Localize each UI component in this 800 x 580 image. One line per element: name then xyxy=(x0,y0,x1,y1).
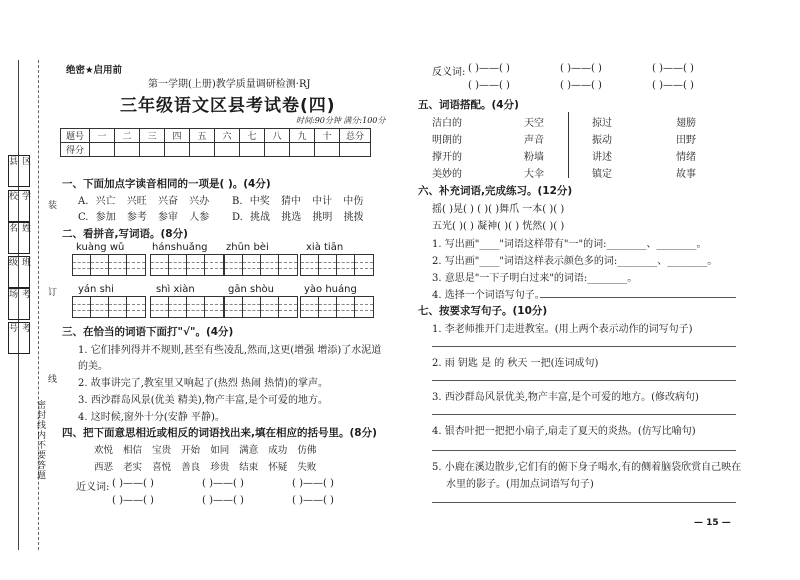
score-header-cell: 一 xyxy=(90,129,115,143)
match-left-word[interactable]: 掠过 xyxy=(592,118,612,129)
q3-item-3: 3. 西沙群岛风景(优美 精美),物产丰富,是个可爱的地方。 xyxy=(78,395,329,406)
option-word: 中伤 xyxy=(343,196,364,207)
q3-item-4: 4. 这时候,窗外十分(安静 平静)。 xyxy=(78,412,225,423)
word: 仿佛 xyxy=(297,445,317,456)
page-number: — 15 — xyxy=(694,518,731,528)
q7-item-5: 5. 小鹿在溪边散步,它们有的俯下身子喝水,有的侧着脑袋欣赏自己映在 xyxy=(432,462,742,473)
option-word: 挑选 xyxy=(281,212,302,223)
q2-heading: 二、看拼音,写词语。(8分) xyxy=(62,228,188,240)
antonym-pair[interactable]: ( )——( ) xyxy=(652,63,694,74)
q1-option-c[interactable] xyxy=(78,208,209,223)
pinyin: yán shi xyxy=(78,284,114,295)
word: 欢悦 xyxy=(94,445,114,456)
score-header-cell: 四 xyxy=(165,129,190,143)
pinyin: gān shòu xyxy=(228,284,274,295)
field-exam-room[interactable]: 考 场 xyxy=(8,288,30,320)
match-right-word[interactable]: 天空 xyxy=(524,118,544,129)
score-cell[interactable] xyxy=(115,143,140,157)
writing-grid[interactable] xyxy=(72,254,146,276)
option-word: 中奖 xyxy=(249,196,270,207)
synonym-label: 近义词: xyxy=(76,482,110,493)
word: 善良 xyxy=(181,462,201,473)
writing-grid[interactable] xyxy=(224,296,298,318)
option-letter: C. xyxy=(78,212,89,223)
field-class[interactable]: 班 级 xyxy=(8,256,30,288)
pinyin: xià tiān xyxy=(306,242,344,253)
field-school[interactable]: 学 校 xyxy=(8,190,30,222)
match-right-word[interactable]: 粉墙 xyxy=(524,152,544,163)
answer-line[interactable] xyxy=(432,414,736,415)
score-header-cell: 五 xyxy=(190,129,215,143)
score-row-label: 得分 xyxy=(61,143,90,157)
pinyin: kuàng wǔ xyxy=(76,242,125,253)
pinyin: shì xiàn xyxy=(156,284,195,295)
score-header-cell: 七 xyxy=(240,129,265,143)
score-header-cell: 二 xyxy=(115,129,140,143)
option-word: 挑明 xyxy=(312,212,333,223)
match-left-word[interactable]: 洁白的 xyxy=(432,118,462,129)
field-exam-number[interactable]: 考 号 xyxy=(8,322,30,354)
word: 喜悦 xyxy=(152,462,172,473)
word: 开始 xyxy=(181,445,201,456)
score-header-cell: 三 xyxy=(140,129,165,143)
writing-grid[interactable] xyxy=(300,254,374,276)
score-cell[interactable] xyxy=(90,143,115,157)
q3-item-1: 1. 它们排列得并不规则,甚至有些凌乱,然而,这更(增强 增添)了水泥道 xyxy=(78,345,382,356)
option-word: 兴办 xyxy=(189,196,210,207)
score-cell[interactable] xyxy=(140,143,165,157)
score-cell[interactable] xyxy=(340,143,371,157)
word: 成功 xyxy=(268,445,288,456)
match-right-word[interactable]: 大伞 xyxy=(524,169,544,180)
cut-mark-xian: 线 xyxy=(48,375,58,385)
word: 怀疑 xyxy=(268,462,288,473)
synonym-pair[interactable]: ( )——( ) xyxy=(292,495,334,506)
writing-grid[interactable] xyxy=(72,296,146,318)
q6-fill-line-1[interactable]: 摇( )晃( ) ( )( )舞爪 一本( )( ) xyxy=(432,204,565,215)
word: 相信 xyxy=(123,445,143,456)
q1-option-a[interactable] xyxy=(78,192,209,207)
q6-heading: 六、补充词语,完成练习。(12分) xyxy=(418,185,573,197)
score-header-cell: 总分 xyxy=(340,129,371,143)
match-right-word[interactable]: 故事 xyxy=(676,169,696,180)
score-cell[interactable] xyxy=(215,143,240,157)
answer-line[interactable] xyxy=(432,450,736,451)
q7-heading: 七、按要求写句子。(10分) xyxy=(418,305,548,317)
cut-mark-zhuang: 装 xyxy=(48,201,58,211)
word: 满意 xyxy=(239,445,259,456)
synonym-pair[interactable]: ( )——( ) xyxy=(202,478,244,489)
secret-mark: 绝密★启用前 xyxy=(66,65,123,76)
antonym-pair[interactable]: ( )——( ) xyxy=(560,80,602,91)
q1-option-b[interactable] xyxy=(232,192,363,207)
word: 失败 xyxy=(297,462,317,473)
option-word: 挑拨 xyxy=(343,212,364,223)
q7-item-5-cont: 水里的影子。(用加点词语写句子) xyxy=(446,479,594,490)
synonym-pair[interactable]: ( )——( ) xyxy=(292,478,334,489)
antonym-pair[interactable]: ( )——( ) xyxy=(468,63,510,74)
option-word: 猜中 xyxy=(280,196,301,207)
score-cell[interactable] xyxy=(240,143,265,157)
word: 老实 xyxy=(123,462,143,473)
pinyin: zhūn bèi xyxy=(226,242,269,253)
word: 珍贵 xyxy=(210,462,230,473)
match-left-word[interactable]: 明朗的 xyxy=(432,135,462,146)
field-name[interactable]: 姓 名 xyxy=(8,222,30,254)
option-word: 挑战 xyxy=(250,212,271,223)
q1-option-d[interactable] xyxy=(232,208,364,223)
score-cell[interactable] xyxy=(165,143,190,157)
score-header-cell: 九 xyxy=(290,129,315,143)
score-header-cell: 八 xyxy=(265,129,290,143)
cut-mark-ding: 订 xyxy=(48,288,58,298)
word: 西恶 xyxy=(94,462,114,473)
synonym-pair[interactable]: ( )——( ) xyxy=(112,478,154,489)
score-cell[interactable] xyxy=(265,143,290,157)
q5-heading: 五、词语搭配。(4分) xyxy=(418,99,519,111)
q6-item-3: 3. 意思是"一下子明白过来"的词语:________。 xyxy=(432,273,638,284)
word: 如同 xyxy=(210,445,230,456)
match-left-word[interactable]: 镇定 xyxy=(592,169,612,180)
match-right-word[interactable]: 声音 xyxy=(524,135,544,146)
answer-line[interactable] xyxy=(432,380,736,381)
match-left-word[interactable]: 振动 xyxy=(592,135,612,146)
writing-grid[interactable] xyxy=(224,254,298,276)
q7-item-3: 3. 西沙群岛风景优美,物产丰富,是个可爱的地方。(修改病句) xyxy=(432,392,699,403)
q7-item-1: 1. 李老师推开门走进教室。(用上两个表示动作的词写句子) xyxy=(432,324,693,335)
seal-warning: 密封线内不要答题 xyxy=(35,400,45,480)
writing-grid[interactable] xyxy=(150,296,224,318)
q1-heading: 一、下面加点字读音相同的一项是( )。(4分) xyxy=(62,178,271,190)
option-word: 参考 xyxy=(126,212,147,223)
word: 宝贵 xyxy=(152,445,172,456)
score-header-cell: 十 xyxy=(315,129,340,143)
q4-word-row-1 xyxy=(94,442,316,456)
option-word: 兴奋 xyxy=(157,196,178,207)
antonym-pair[interactable]: ( )——( ) xyxy=(560,63,602,74)
score-header-cell: 六 xyxy=(215,129,240,143)
writing-grid[interactable] xyxy=(150,254,224,276)
writing-grid[interactable] xyxy=(300,296,374,318)
q4-heading: 四、把下面意思相近或相反的词语找出来,填在相应的括号里。(8分) xyxy=(62,427,377,439)
score-cell[interactable] xyxy=(190,143,215,157)
match-left-word[interactable]: 撑开的 xyxy=(432,152,462,163)
score-cell[interactable] xyxy=(315,143,340,157)
q3-heading: 三、在恰当的词语下面打"√"。(4分) xyxy=(62,326,234,338)
answer-line[interactable] xyxy=(432,502,736,503)
score-cell[interactable] xyxy=(290,143,315,157)
option-word: 中计 xyxy=(312,196,333,207)
option-word: 兴旺 xyxy=(126,196,147,207)
answer-line[interactable] xyxy=(432,346,736,347)
match-right-word[interactable]: 田野 xyxy=(676,135,696,146)
antonym-label: 反义词: xyxy=(432,67,466,78)
divider xyxy=(568,112,569,178)
synonym-pair[interactable]: ( )——( ) xyxy=(202,495,244,506)
q3-item-2: 2. 故事讲完了,教室里又响起了(热烈 热闹 热情)的掌声。 xyxy=(78,378,329,389)
antonym-pair[interactable]: ( )——( ) xyxy=(468,80,510,91)
antonym-pair[interactable]: ( )——( ) xyxy=(652,80,694,91)
option-word: 人参 xyxy=(189,212,210,223)
option-word: 参加 xyxy=(95,212,116,223)
q4-word-row-2 xyxy=(94,459,316,473)
score-table xyxy=(60,128,371,157)
q3-item-1-cont: 的美。 xyxy=(78,361,108,372)
q6-item-4: 4. 选择一个词语写句子。 xyxy=(432,290,545,301)
field-district[interactable]: 区 县 xyxy=(8,155,30,187)
word: 结束 xyxy=(239,462,259,473)
option-word: 参审 xyxy=(158,212,179,223)
q7-item-2: 2. 雨 钥匙 是 的 秋天 一把(连词成句) xyxy=(432,358,599,369)
answer-line[interactable] xyxy=(540,297,736,298)
page-title: 三年级语文区县考试卷(四) xyxy=(120,96,336,116)
q7-item-4: 4. 银杏叶把一把把小扇子,扇走了夏天的炎热。(仿写比喻句) xyxy=(432,426,696,437)
option-word: 兴亡 xyxy=(95,196,116,207)
match-right-word[interactable]: 情绪 xyxy=(676,152,696,163)
option-letter: D. xyxy=(232,212,243,223)
match-right-word[interactable]: 翅膀 xyxy=(676,118,696,129)
score-header-cell: 题号 xyxy=(61,129,90,143)
match-left-word[interactable]: 讲述 xyxy=(592,152,612,163)
q6-fill-line-2[interactable]: 五光( )( ) 凝神( )( ) 恍然( )( ) xyxy=(432,221,565,232)
pinyin: hánshuǎng xyxy=(152,242,208,253)
option-letter: B. xyxy=(232,196,243,207)
subtitle: 第一学期(上册)教学质量调研检测·RJ xyxy=(148,79,311,90)
option-letter: A. xyxy=(78,196,89,207)
pinyin: yào huáng xyxy=(304,284,357,295)
time-score: 时间:90分钟 满分:100分 xyxy=(296,116,386,125)
synonym-pair[interactable]: ( )——( ) xyxy=(112,495,154,506)
q6-item-1: 1. 写出画"____"词语这样带有"一"的词:________、________。 xyxy=(432,239,707,250)
q6-item-2: 2. 写出画"____"词语这样表示颜色多的词:________、________。 xyxy=(432,256,718,267)
match-left-word[interactable]: 美妙的 xyxy=(432,169,462,180)
